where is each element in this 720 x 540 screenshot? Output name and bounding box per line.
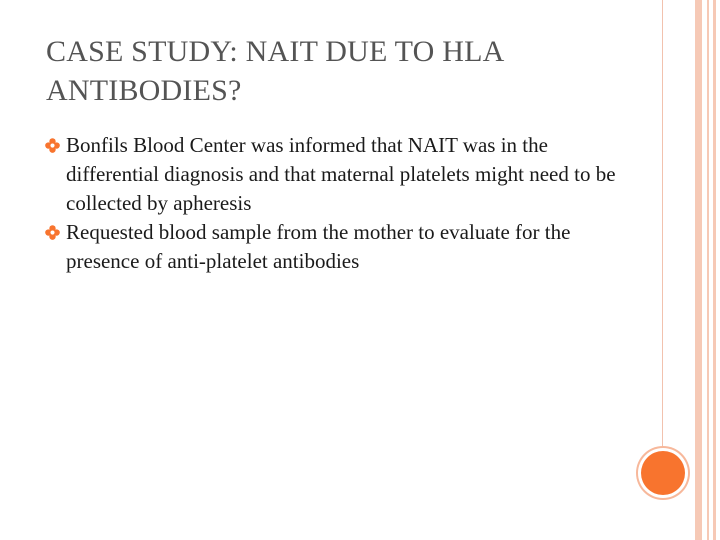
flower-bullet-icon — [45, 225, 60, 240]
decorative-border-strip — [695, 0, 702, 540]
bullet-list — [45, 131, 620, 276]
flower-bullet-icon — [45, 138, 60, 153]
bullet-text: Requested blood sample from the mother to evaluate for the presence of anti-platelet antibodies — [66, 220, 571, 273]
bullet-item — [45, 218, 620, 276]
bullet-item — [45, 131, 620, 218]
slide-title: CASE STUDY: NAIT DUE TO HLA ANTIBODIES? — [46, 35, 503, 107]
decorative-border-line-outer — [713, 0, 716, 540]
bullet-text: Bonfils Blood Center was informed that NAIT was in the differential diagnosis and that maternal platelets might need to be collected by apheresis — [66, 133, 616, 215]
decorative-border-line — [707, 0, 709, 540]
decorative-orange-circle — [641, 451, 685, 495]
decorative-vertical-rule — [662, 0, 663, 450]
